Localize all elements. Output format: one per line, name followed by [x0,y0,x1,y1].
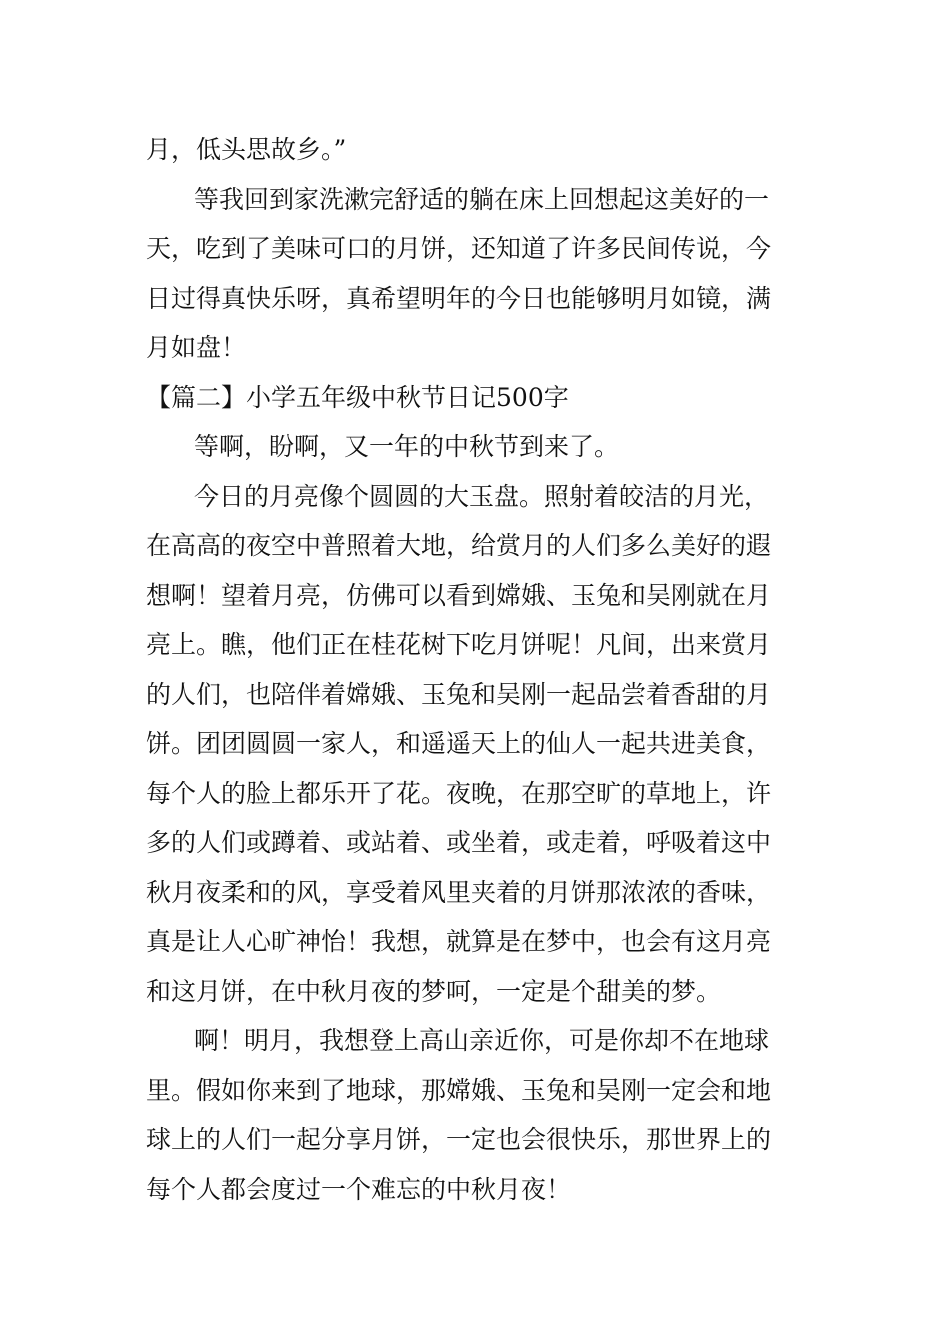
paragraph-start: 今日的月亮像个圆圆的大玉盘。照射着皎洁的月光， [194,482,770,511]
paragraph-start: 等啊，盼啊，又一年的中秋节到来了。 [194,432,620,461]
text-line: 想啊！望着月亮，仿佛可以看到嫦娥、玉兔和吴刚就在月 [146,581,772,610]
text-line: 饼。团团圆圆一家人，和遥遥天上的仙人一起共进美食， [146,729,772,758]
paragraph-start: 等我回到家洗漱完舒适的躺在床上回想起这美好的一 [194,185,770,214]
text-line: 秋月夜柔和的风，享受着风里夹着的月饼那浓浓的香味， [146,878,772,907]
text-line: 和这月饼，在中秋月夜的梦呵，一定是个甜美的梦。 [146,977,722,1006]
text-line: 每个人的脸上都乐开了花。夜晚，在那空旷的草地上，许 [146,779,772,808]
text-line: 球上的人们一起分享月饼，一定也会很快乐，那世界上的 [146,1125,772,1154]
text-line: 每个人都会度过一个难忘的中秋月夜！ [146,1175,572,1204]
text-line: 在高高的夜空中普照着大地，给赏月的人们多么美好的遐 [146,531,772,560]
paragraph-start: 啊！明月，我想登上高山亲近你，可是你却不在地球 [194,1026,770,1055]
text-line: 月如盘！ [146,333,247,362]
text-line: 多的人们或蹲着、或站着、或坐着，或走着，呼吸着这中 [146,828,772,857]
text-line: 里。假如你来到了地球，那嫦娥、玉兔和吴刚一定会和地 [146,1076,772,1105]
text-line: 的人们，也陪伴着嫦娥、玉兔和吴刚一起品尝着香甜的月 [146,680,772,709]
text-line: 月，低头思故乡。” [146,135,347,164]
text-line: 亮上。瞧，他们正在桂花树下吃月饼呢！凡间，出来赏月 [146,630,772,659]
text-line: 天，吃到了美味可口的月饼，还知道了许多民间传说，今 [146,234,772,263]
section-heading: 【篇二】小学五年级中秋节日记500字 [146,383,569,412]
text-line: 日过得真快乐呀，真希望明年的今日也能够明月如镜，满 [146,284,772,313]
text-line: 真是让人心旷神怡！我想，就算是在梦中，也会有这月亮 [146,927,772,956]
